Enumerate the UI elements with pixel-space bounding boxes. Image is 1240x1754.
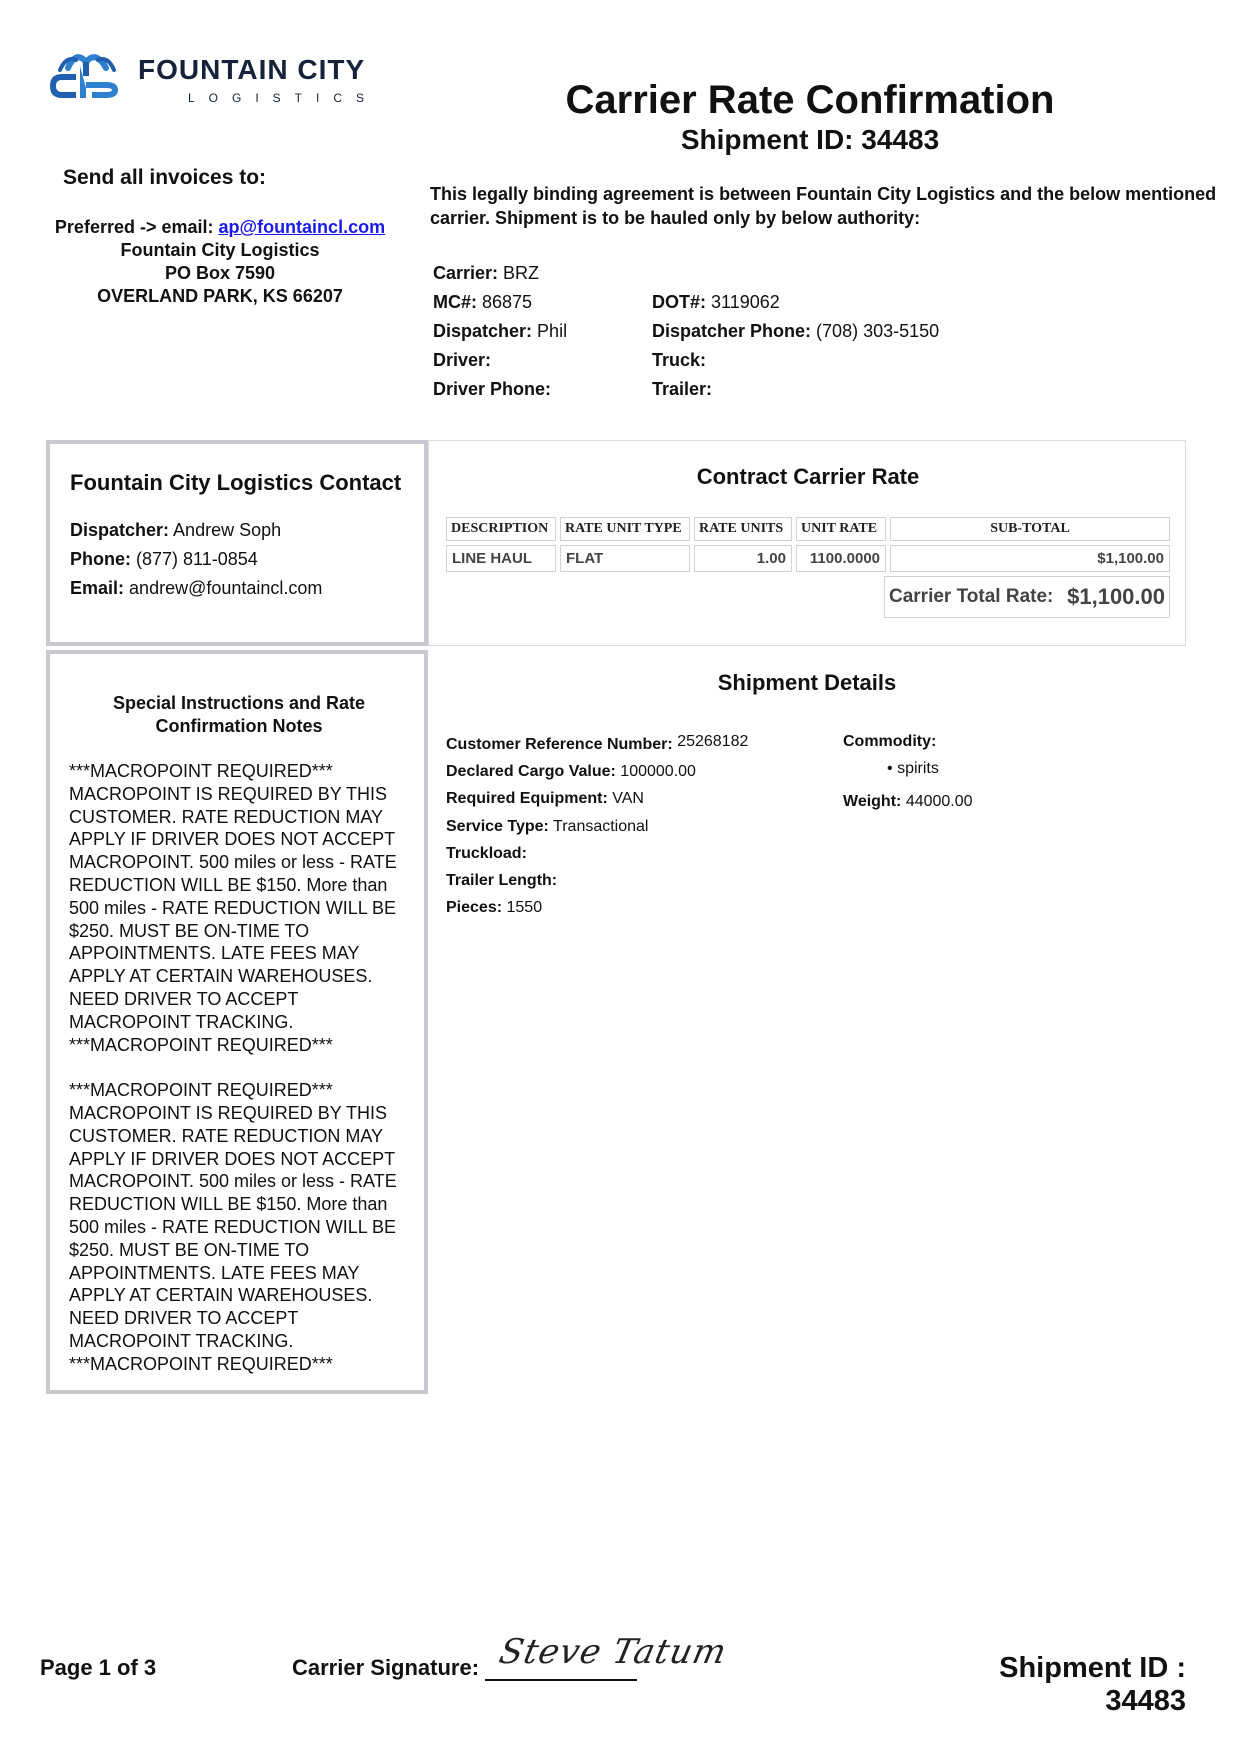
dot-row [652, 288, 1192, 317]
shipment-details-title: Shipment Details [717, 670, 897, 695]
list-item [843, 755, 1173, 782]
cargo-value-value: 100000.00 [620, 763, 696, 781]
shipment-id-heading: Shipment ID: 34483 [680, 124, 940, 155]
weight-label: Weight: [843, 793, 902, 811]
weight-row [843, 788, 1173, 815]
rate-panel [428, 440, 1186, 646]
bullet-icon: • [887, 760, 893, 778]
invoices-preferred-line [40, 216, 400, 239]
pieces-row [446, 894, 826, 921]
invoices-city: OVERLAND PARK, KS 66207 [97, 286, 343, 306]
weight-value: 44000.00 [905, 793, 973, 811]
contact-phone-row [70, 545, 420, 574]
contact-phone-value: (877) 811-0854 [136, 549, 258, 569]
notes-panel [46, 650, 428, 1394]
footer-shipment-id: Shipment ID : 34483 [999, 1652, 1186, 1717]
rate-header-units: RATE UNITS [694, 517, 792, 541]
rate-header-subtotal: SUB-TOTAL [890, 517, 1170, 541]
page-number: Page 1 of 3 [40, 1655, 157, 1680]
rate-table [442, 513, 1174, 576]
logo-subtitle: LOGISTICS [188, 91, 379, 105]
contact-dispatcher-value: Andrew Soph [173, 520, 282, 540]
dot-value: 3119062 [711, 292, 780, 312]
carrier-total-value: $1,100.00 [1067, 584, 1165, 609]
contact-dispatcher-label: Dispatcher: [70, 520, 170, 540]
rate-cell-units: 1.00 [694, 545, 792, 572]
equipment-row [446, 785, 826, 812]
company-logo [46, 46, 406, 118]
dispatcher-phone-value: (708) 303-5150 [816, 321, 940, 341]
rate-header-description: DESCRIPTION [446, 517, 556, 541]
mc-value: 86875 [482, 292, 533, 312]
service-type-label: Service Type: [446, 817, 549, 835]
agreement-text: This legally binding agreement is between Fountain City Logistics and the below mentioned carrier. Shipment is to be hauled only by below authority: [430, 184, 1217, 228]
rate-cell-unit-type: FLAT [560, 545, 690, 572]
pieces-label: Pieces: [446, 899, 503, 917]
rate-header-unit-rate: UNIT RATE [796, 517, 886, 541]
contact-details [70, 516, 420, 603]
invoices-address [40, 216, 400, 308]
commodity-label: Commodity: [843, 733, 937, 750]
truck-label: Truck: [652, 350, 707, 370]
dispatcher-value: Phil [537, 321, 568, 341]
carrier-total-box [884, 576, 1170, 618]
driver-label: Driver: [433, 350, 492, 370]
equipment-label: Required Equipment: [446, 790, 608, 808]
invoices-preferred-label: Preferred -> email: [54, 217, 214, 237]
rate-cell-unit-rate: 1100.0000 [796, 545, 886, 572]
customer-ref-value: 25268182 [677, 733, 749, 750]
carrier-label: Carrier: [433, 263, 499, 283]
truckload-label: Truckload: [446, 844, 527, 862]
rate-title: Contract Carrier Rate [696, 464, 920, 489]
service-type-row [446, 813, 826, 840]
carrier-total-label: Carrier Total Rate: [889, 586, 1054, 607]
rate-cell-subtotal: $1,100.00 [890, 545, 1170, 572]
contact-title: Fountain City Logistics Contact [70, 470, 402, 495]
notes-title: Special Instructions and Rate Confirmation Notes [112, 693, 366, 736]
truckload-row [446, 840, 826, 867]
commodity-item: spirits [897, 760, 939, 778]
logo-name: FOUNTAIN CITY [138, 54, 366, 85]
notes-text: ***MACROPOINT REQUIRED*** MACROPOINT IS REQUIRED BY THIS CUSTOMER. RATE REDUCTION MAY APPLY IF DRIVER DOES NOT ACCEPT MACROPOINT. 500 miles or less - RATE REDUCTION WILL BE $150. More than 500 miles - RATE REDUCTION WILL BE $250. MUST BE ON-TIME TO APPOINTMENTS. LATE FEES MAY APPLY AT CERTAIN WAREHOUSES. NEED DRIVER TO ACCEPT MACROPOINT TRACKING. ***MACROPOINT REQUIRED*** ***MACROPOINT REQUIRED*** MACROPOINT IS REQUIRED BY THIS CUSTOMER. RATE REDUCTION MAY APPLY IF DRIVER DOES NOT ACCEPT MACROPOINT. 500 miles or less - RATE REDUCTION WILL BE $150. More than 500 miles - RATE REDUCTION WILL BE $250. MUST BE ON-TIME TO APPOINTMENTS. LATE FEES MAY APPLY AT CERTAIN WAREHOUSES. NEED DRIVER TO ACCEPT MACROPOINT TRACKING. ***MACROPOINT REQUIRED*** [69, 761, 397, 1374]
trailer-length-row [446, 867, 826, 894]
service-type-value: Transactional [553, 817, 649, 835]
invoices-email-link[interactable]: ap@fountaincl.com [218, 217, 386, 237]
contact-email-value: andrew@fountaincl.com [129, 578, 323, 598]
contact-panel [46, 440, 428, 646]
carrier-name-row [433, 259, 833, 288]
trailer-length-label: Trailer Length: [446, 872, 558, 890]
dot-label: DOT#: [652, 292, 706, 312]
carrier-signature-label: Carrier Signature: [292, 1655, 480, 1680]
handwritten-signature: Steve Tatum [495, 1632, 731, 1672]
invoices-company: Fountain City Logistics [120, 240, 320, 260]
invoices-heading: Send all invoices to: [63, 166, 267, 189]
rate-header-unit-type: RATE UNIT TYPE [560, 517, 690, 541]
rate-table-header-row [446, 517, 1170, 541]
rate-cell-description: LINE HAUL [446, 545, 556, 572]
truck-row [652, 346, 1192, 375]
contact-dispatcher-row [70, 516, 420, 545]
table-row [446, 545, 1170, 572]
dispatcher-phone-row [652, 317, 1192, 346]
contact-email-label: Email: [70, 578, 125, 598]
carrier-right-column [652, 288, 1192, 404]
dispatcher-label: Dispatcher: [433, 321, 533, 341]
contact-phone-label: Phone: [70, 549, 131, 569]
trailer-label: Trailer: [652, 379, 713, 399]
fountain-logo-icon [46, 46, 128, 106]
cargo-value-label: Declared Cargo Value: [446, 763, 616, 781]
customer-ref-row [446, 728, 826, 758]
document-title: Carrier Rate Confirmation [565, 78, 1055, 122]
cargo-value-row [446, 758, 826, 785]
shipment-details-right [843, 728, 1173, 816]
driver-phone-label: Driver Phone: [433, 379, 552, 399]
mc-label: MC#: [433, 292, 477, 312]
shipment-details-left [446, 728, 826, 921]
carrier-value: BRZ [503, 263, 540, 283]
invoices-po-box: PO Box 7590 [164, 263, 276, 283]
pieces-value: 1550 [506, 899, 543, 917]
customer-ref-label: Customer Reference Number: [446, 736, 673, 753]
dispatcher-phone-label: Dispatcher Phone: [652, 321, 812, 341]
trailer-row [652, 375, 1192, 404]
contact-email-row [70, 574, 420, 603]
equipment-value: VAN [612, 790, 644, 808]
